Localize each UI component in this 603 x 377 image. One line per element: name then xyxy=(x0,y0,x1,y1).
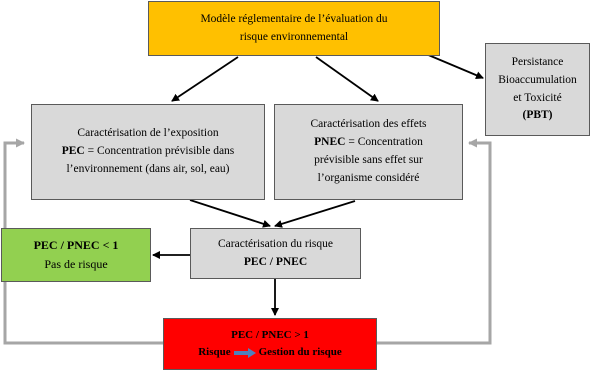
effects-pnec-line xyxy=(314,134,423,152)
exposure-title: Caractérisation de l’exposition xyxy=(77,127,219,140)
pbt-line2: Bioaccumulation xyxy=(498,73,577,86)
exposure-box xyxy=(31,104,265,200)
pbt-line4: (PBT) xyxy=(522,109,553,122)
no-risk-ratio: PEC / PNEC < 1 xyxy=(33,238,119,253)
blue-arrow-icon xyxy=(234,348,256,358)
arrow-model-to-exposure xyxy=(172,57,238,101)
exposure-line3: l’environnement (dans air, sol, eau) xyxy=(66,162,230,175)
model-box-line1: Modèle réglementaire de l’évaluation du xyxy=(200,12,388,25)
pbt-line3: et Toxicité xyxy=(513,91,562,104)
risk-title: Caractérisation du risque xyxy=(218,237,333,250)
high-risk-box xyxy=(163,318,377,370)
pec-definition: = Concentration prévisible dans xyxy=(84,145,235,158)
risk-management-label: Gestion du risque xyxy=(258,346,342,358)
model-box xyxy=(148,1,440,56)
effects-line4: l’organisme considéré xyxy=(317,171,420,184)
pnec-abbr: PNEC xyxy=(314,136,346,149)
effects-box xyxy=(274,104,463,200)
risk-characterisation-box xyxy=(190,228,361,279)
arrow-effects-to-risk xyxy=(275,201,355,226)
arrow-model-to-effects xyxy=(316,57,378,101)
pec-abbr: PEC xyxy=(61,145,85,158)
pbt-box xyxy=(485,43,590,136)
pbt-line1: Persistance xyxy=(511,55,564,68)
effects-line3: prévisible sans effet sur xyxy=(314,154,423,166)
arrow-model-to-pbt xyxy=(426,54,483,78)
arrow-exposure-to-risk xyxy=(190,200,270,226)
effects-title: Caractérisation des effets xyxy=(310,118,427,131)
pnec-definition: = Concentration xyxy=(345,136,423,149)
no-risk-label: Pas de risque xyxy=(44,257,108,271)
no-risk-box xyxy=(1,228,151,282)
model-box-line2: risque environnemental xyxy=(239,30,349,43)
exposure-pec-line xyxy=(62,143,235,161)
risk-ratio: PEC / PNEC xyxy=(243,255,308,268)
high-risk-row xyxy=(198,344,342,361)
risk-label: Risque xyxy=(198,346,231,358)
high-risk-ratio: PEC / PNEC > 1 xyxy=(231,328,309,341)
